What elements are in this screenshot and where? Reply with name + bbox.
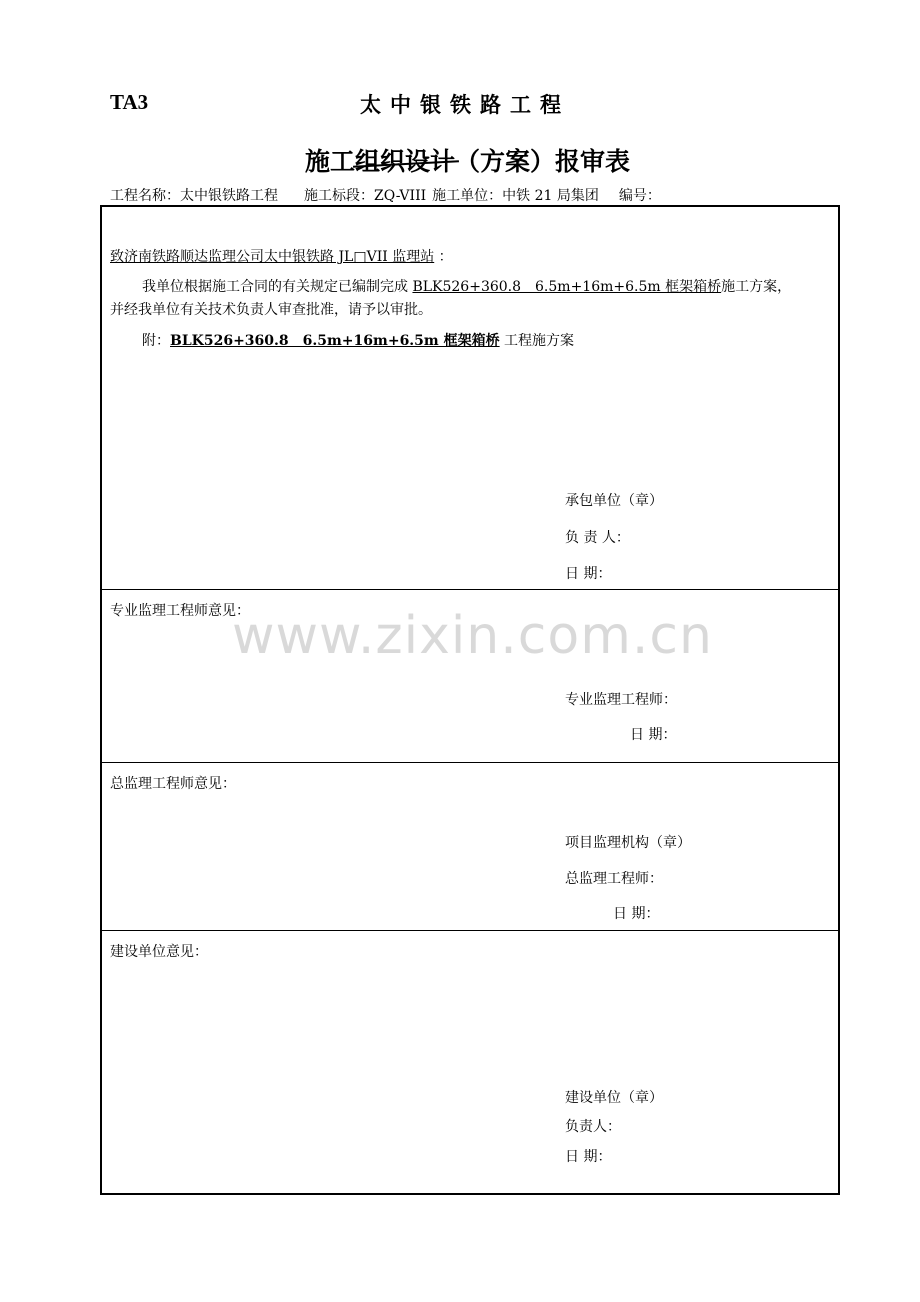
project-name: 工程名称：太中银铁路工程: [110, 188, 278, 204]
watermark: www.zixin.com.cn: [232, 606, 713, 666]
form-title-after: （方案）报审表: [455, 147, 631, 176]
form-title-struck: 组织设计: [355, 147, 456, 176]
attach-suffix: 工程施方案: [499, 333, 575, 349]
unit-label: 施工单位：中铁 21 局集团: [432, 188, 599, 204]
owner-opinion-heading: 建设单位意见：: [110, 944, 208, 960]
owner-seal-label: 建设单位（章）: [565, 1090, 663, 1106]
contractor-seal-label: 承包单位（章）: [565, 493, 663, 509]
divider: [100, 589, 840, 590]
body-line-2: 并经我单位有关技术负责人审查批准，请予以审批。: [110, 302, 432, 318]
specialist-engineer-label: 专业监理工程师：: [565, 692, 677, 708]
chief-engineer-label: 总监理工程师：: [565, 871, 663, 887]
body-line-1: [142, 276, 791, 296]
form-title: [305, 142, 630, 178]
number-label: 编号：: [618, 188, 661, 204]
owner-person-label: 负责人：: [565, 1119, 621, 1135]
supervision-org-label: 项目监理机构（章）: [565, 835, 691, 851]
owner-date-label: 日 期：: [565, 1149, 612, 1165]
form-title-before: 施工: [305, 147, 356, 176]
attach-project: BLK526+360.8 6.5m+16m+6.5m 框架箱桥: [170, 333, 500, 349]
attachment-line: [142, 330, 574, 350]
project-title: 太中银铁路工程: [360, 93, 570, 117]
addressee-line: [110, 246, 453, 266]
form-code: TA3: [110, 90, 149, 114]
responsible-person-label: 负 责 人：: [565, 530, 630, 546]
addressee: 致济南铁路顺达监理公司太中银铁路 JL□VII 监理站: [110, 249, 435, 265]
section-label: 施工标段：ZQ-VIII: [304, 188, 427, 204]
body-prefix: 我单位根据施工合同的有关规定已编制完成: [142, 279, 408, 295]
chief-date-label: 日 期：: [613, 906, 660, 922]
info-line: [110, 185, 661, 205]
date-label: 日 期：: [565, 566, 612, 582]
body-suffix: 施工方案，: [721, 279, 792, 295]
divider: [100, 930, 840, 931]
specialist-opinion-heading: 专业监理工程师意见：: [110, 603, 250, 619]
divider: [100, 762, 840, 763]
body-project: BLK526+360.8 6.5m+16m+6.5m 框架箱桥: [412, 279, 722, 295]
attach-prefix: 附：: [142, 333, 170, 349]
addressee-colon: ：: [434, 249, 453, 265]
specialist-date-label: 日 期：: [630, 727, 677, 743]
chief-opinion-heading: 总监理工程师意见：: [110, 776, 236, 792]
form-frame: [100, 205, 840, 1195]
